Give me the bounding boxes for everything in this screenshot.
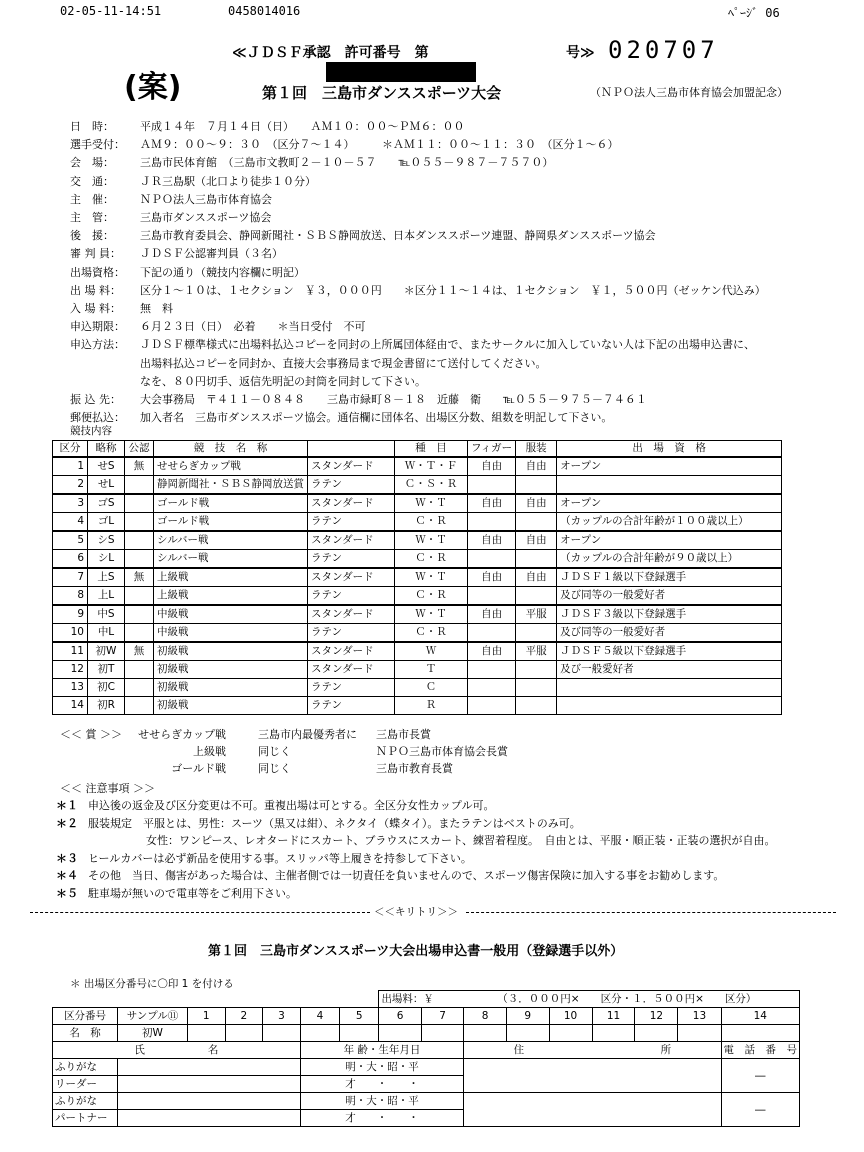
award-event: ゴールド戦 <box>171 762 226 775</box>
event-official <box>125 679 154 697</box>
event-row <box>53 568 782 587</box>
col-style <box>308 441 395 458</box>
event-figure: 自由 <box>468 531 516 550</box>
event-style: スタンダード <box>308 494 395 513</box>
event-style: スタンダード <box>308 457 395 476</box>
note-mark: ＊５ <box>56 886 78 900</box>
sample-value: 初W <box>118 1025 188 1042</box>
detail-value: 大会事務局 〒４１１－０８４８ 三島市緑町８－１８ 近藤 衛 ℡０５５－９７５－７４６１ <box>140 393 647 406</box>
cut-line-left <box>30 912 370 913</box>
event-dances: Ｗ・Ｔ <box>395 568 468 587</box>
event-division-no: 12 <box>53 661 88 679</box>
event-division-no: 5 <box>53 531 88 550</box>
events-header-row <box>53 441 782 458</box>
event-division-no: 14 <box>53 697 88 715</box>
event-title-note: （ＮＰＯ法人三島市体育協会加盟記念） <box>590 86 788 99</box>
event-division-no: 6 <box>53 550 88 569</box>
partner-furigana-label: ふりがな <box>53 1093 118 1110</box>
division-name-cell[interactable] <box>421 1025 463 1042</box>
division-number-cell[interactable]: 2 <box>225 1008 263 1025</box>
event-dances: Ｒ <box>395 697 468 715</box>
event-qualification: 及び一般愛好者 <box>557 661 782 679</box>
event-dances: Ｗ <box>395 642 468 661</box>
event-row <box>53 587 782 606</box>
form-fee-row <box>53 991 800 1008</box>
award-cond: 同じく <box>258 762 291 775</box>
partner-phone-input[interactable] <box>721 1093 800 1127</box>
event-qualification <box>557 476 782 495</box>
division-name-cell[interactable] <box>464 1025 507 1042</box>
division-name-cell[interactable] <box>678 1025 721 1042</box>
event-figure: 自由 <box>468 457 516 476</box>
form-title: 第１回 三島市ダンススポーツ大会出場申込書一般用（登録選手以外） <box>208 944 624 959</box>
event-dances: Ｃ <box>395 679 468 697</box>
detail-value: ＪＤＳＦ標準様式に出場料払込コピーを同封の上所属団体経由で、またサークルに加入していない人は下記の出場申込書に、 <box>140 338 756 352</box>
event-abbr: 初W <box>88 642 125 661</box>
division-number-cell[interactable]: 10 <box>549 1008 592 1025</box>
application-form-table <box>52 990 800 1127</box>
partner-address-input[interactable] <box>464 1093 721 1127</box>
note-text: 駐車場が無いので電車等をご利用下さい。 <box>88 886 297 900</box>
event-official: 無 <box>125 568 154 587</box>
col-age-birth: 年 齢・生年月日 <box>300 1042 464 1059</box>
detail-label: 日 時： <box>70 120 114 133</box>
award-prize: ＮＰＯ三島市体育協会長賞 <box>376 745 508 758</box>
event-style: ラテン <box>308 679 395 697</box>
event-figure <box>468 679 516 697</box>
division-name-cell[interactable] <box>549 1025 592 1042</box>
note-mark: ＊２ <box>56 816 78 830</box>
division-number-cell[interactable]: 6 <box>379 1008 421 1025</box>
partner-era[interactable]: 明・大・昭・平 <box>300 1093 464 1110</box>
detail-value: 無 料 <box>140 302 173 315</box>
leader-era[interactable]: 明・大・昭・平 <box>300 1059 464 1076</box>
event-style: ラテン <box>308 513 395 532</box>
note-text: 申込後の返金及び区分変更は不可。重複出場は可とする。全区分女性カップル可。 <box>88 799 495 812</box>
col-phone: 電 話 番 号 <box>721 1042 800 1059</box>
fee-label: 出場料：￥ <box>381 993 434 1005</box>
fee-formula: （３．０００円× 区分・１．５００円× 区分） <box>497 993 757 1005</box>
event-division-no: 7 <box>53 568 88 587</box>
division-name-cell[interactable] <box>379 1025 421 1042</box>
col-abbr: 略称 <box>88 441 125 458</box>
cut-line-label: ＜＜キリトリ＞＞ <box>374 906 458 918</box>
leader-furigana-input[interactable] <box>118 1059 301 1076</box>
event-dress <box>516 476 557 495</box>
detail-value: ＪＤＳＦ公認審判員（３名） <box>140 247 283 261</box>
detail-label: 入 場 料： <box>70 302 121 315</box>
event-abbr: 上L <box>88 587 125 606</box>
form-column-headers <box>53 1042 800 1059</box>
partner-furigana-row <box>53 1093 800 1110</box>
event-official <box>125 661 154 679</box>
event-figure: 自由 <box>468 568 516 587</box>
event-style: ラテン <box>308 587 395 606</box>
leader-furigana-row <box>53 1059 800 1076</box>
fax-number: 0458014016 <box>228 4 301 18</box>
col-dances: 種 目 <box>395 441 468 458</box>
detail-value: 区分１～１０は、１セクション ￥３，０００円 ＊区分１１～１４は、１セクション ￥１，５００円（ゼッケン代込み） <box>140 283 766 297</box>
detail-value: ＪＲ三島駅（北口より徒歩１０分） <box>140 174 316 188</box>
event-qualification: （カップルの合計年齢が９０歳以上） <box>557 550 782 569</box>
event-qualification <box>557 697 782 715</box>
event-style: スタンダード <box>308 531 395 550</box>
leader-age[interactable]: 才 ・ ・ <box>300 1076 464 1093</box>
col-event-name: 競 技 名 称 <box>154 441 308 458</box>
sample-label: サンプル⑪ <box>118 1008 188 1025</box>
col-address: 住 所 <box>464 1042 721 1059</box>
partner-furigana-input[interactable] <box>118 1093 301 1110</box>
col-person-name: 氏 名 <box>53 1042 301 1059</box>
event-dress: 平服 <box>516 605 557 624</box>
award-prize: 三島市長賞 <box>376 728 431 741</box>
event-dances: Ｃ・Ｒ <box>395 550 468 569</box>
event-abbr: 初R <box>88 697 125 715</box>
note-text: ヒールカバーは必ず新品を使用する事。スリッパ等上履きを持参して下さい。 <box>88 851 472 865</box>
detail-value: ＡＭ９：００～９：３０ （区分７～１４） ＊ＡＭ１１：００～１１：３０ （区分１～６） <box>140 138 619 152</box>
note-mark: ＊１ <box>56 799 78 812</box>
award-cond: 三島市内最優秀者に <box>258 728 357 741</box>
event-abbr: 中L <box>88 624 125 643</box>
event-division-no: 3 <box>53 494 88 513</box>
event-qualification <box>557 679 782 697</box>
division-name-cell[interactable] <box>506 1025 549 1042</box>
event-official <box>125 494 154 513</box>
event-row <box>53 531 782 550</box>
event-style: ラテン <box>308 550 395 569</box>
col-figure: フィガー <box>468 441 516 458</box>
event-figure <box>468 587 516 606</box>
leader-address-input[interactable] <box>464 1059 721 1093</box>
event-abbr: シL <box>88 550 125 569</box>
event-row <box>53 494 782 513</box>
event-official <box>125 697 154 715</box>
col-qualification: 出 場 資 格 <box>557 441 782 458</box>
event-style: スタンダード <box>308 661 395 679</box>
redacted-block <box>326 62 476 82</box>
event-figure: 自由 <box>468 494 516 513</box>
event-event-name: シルバー戦 <box>154 550 308 569</box>
award-cond: 同じく <box>258 745 291 758</box>
detail-label: 振 込 先： <box>70 393 121 406</box>
event-qualification: オープン <box>557 531 782 550</box>
detail-value: なを、８０円切手、返信先明記の封筒を同封して下さい。 <box>140 374 426 388</box>
event-figure <box>468 661 516 679</box>
division-number-cell[interactable]: 11 <box>592 1008 635 1025</box>
event-style: ラテン <box>308 624 395 643</box>
event-qualification: 及び同等の一般愛好者 <box>557 587 782 606</box>
leader-phone-input[interactable] <box>721 1059 800 1093</box>
event-event-name: 初級戦 <box>154 661 308 679</box>
division-number-cell[interactable]: 13 <box>678 1008 721 1025</box>
event-dances: Ｗ・Ｔ <box>395 531 468 550</box>
event-dress <box>516 679 557 697</box>
event-event-name: 初級戦 <box>154 679 308 697</box>
event-official <box>125 550 154 569</box>
event-style: ラテン <box>308 476 395 495</box>
leader-furigana-label: ふりがな <box>53 1059 118 1076</box>
event-division-no: 8 <box>53 587 88 606</box>
event-dress: 自由 <box>516 568 557 587</box>
award-prize: 三島市教育長賞 <box>376 762 453 775</box>
partner-phone-dash: ― <box>755 1103 766 1116</box>
partner-name-input[interactable] <box>118 1110 301 1127</box>
detail-value: ６月２３日（日） 必着 ＊当日受付 不可 <box>140 320 366 334</box>
event-style: スタンダード <box>308 642 395 661</box>
division-label: 区分番号 <box>53 1008 118 1025</box>
division-name-cell[interactable] <box>225 1025 263 1042</box>
event-event-name: ゴールド戦 <box>154 494 308 513</box>
event-event-name: 初級戦 <box>154 642 308 661</box>
event-figure <box>468 476 516 495</box>
event-row <box>53 605 782 624</box>
event-dress: 自由 <box>516 457 557 476</box>
division-number-cell[interactable]: 12 <box>635 1008 678 1025</box>
event-dances: Ｃ・Ｒ <box>395 587 468 606</box>
event-event-name: シルバー戦 <box>154 531 308 550</box>
division-name-cell[interactable] <box>300 1025 339 1042</box>
event-figure <box>468 513 516 532</box>
detail-label: 主 管： <box>70 211 114 224</box>
event-qualification: 及び同等の一般愛好者 <box>557 624 782 643</box>
event-dress <box>516 550 557 569</box>
event-dress: 自由 <box>516 531 557 550</box>
event-style: スタンダード <box>308 605 395 624</box>
event-dress <box>516 661 557 679</box>
event-abbr: 上S <box>88 568 125 587</box>
event-abbr: 初C <box>88 679 125 697</box>
event-dances: Ｗ・Ｔ <box>395 605 468 624</box>
detail-value: 加入者名 三島市ダンススポーツ協会。通信欄に団体名、出場区分数、組数を明記して下さい。 <box>140 411 613 425</box>
event-event-name: 中級戦 <box>154 624 308 643</box>
event-row <box>53 697 782 715</box>
event-abbr: ゴL <box>88 513 125 532</box>
approval-text: ≪ＪＤＳＦ承認 許可番号 第 <box>232 45 429 61</box>
leader-name-input[interactable] <box>118 1076 301 1093</box>
form-name-row <box>53 1025 800 1042</box>
event-figure <box>468 624 516 643</box>
event-qualification: オープン <box>557 494 782 513</box>
division-number-cell[interactable]: 3 <box>263 1008 301 1025</box>
form-division-row <box>53 1008 800 1025</box>
event-row <box>53 513 782 532</box>
event-division-no: 11 <box>53 642 88 661</box>
event-official <box>125 513 154 532</box>
division-name-cell[interactable] <box>187 1025 225 1042</box>
detail-value: 三島市ダンススポーツ協会 <box>140 211 272 224</box>
detail-value: 三島市民体育館 （三島市文教町２－１０－５７ ℡０５５－９８７－７５７０） <box>140 156 554 170</box>
approval-suffix: 号≫ <box>566 45 595 61</box>
event-event-name: 初級戦 <box>154 697 308 715</box>
event-event-name: 静岡新聞社・ＳＢＳ静岡放送賞 <box>154 476 308 495</box>
division-name-cell[interactable] <box>340 1025 379 1042</box>
detail-value: 三島市教育委員会、静岡新聞社・ＳＢＳ静岡放送、日本ダンススポーツ連盟、静岡県ダンススポーツ協会 <box>140 229 656 243</box>
event-row <box>53 476 782 495</box>
division-number-cell[interactable]: 7 <box>421 1008 463 1025</box>
note-text: 服装規定 平服とは、男性：スーツ（黒又は紺）、ネクタイ（蝶タイ）。またラテンはベストのみ可。 <box>88 816 581 830</box>
award-event: せせらぎカップ戦 <box>138 728 226 741</box>
division-number-cell[interactable]: 4 <box>300 1008 339 1025</box>
event-division-no: 10 <box>53 624 88 643</box>
event-dress <box>516 587 557 606</box>
division-number-cell[interactable]: 9 <box>506 1008 549 1025</box>
event-dances: Ｔ <box>395 661 468 679</box>
detail-label: 選手受付： <box>70 138 125 152</box>
event-event-name: 上級戦 <box>154 568 308 587</box>
event-dress: 自由 <box>516 494 557 513</box>
event-event-name: 上級戦 <box>154 587 308 606</box>
detail-label: 申込期限： <box>70 320 125 334</box>
detail-label: 出場資格： <box>70 265 125 279</box>
event-dress <box>516 513 557 532</box>
event-event-name: せせらぎカップ戦 <box>154 457 308 476</box>
note-text: その他 当日、傷害があった場合は、主催者側では一切責任を負いませんので、スポーツ傷害保険に加入する事をお勧めします。 <box>88 869 725 882</box>
event-event-name: 中級戦 <box>154 605 308 624</box>
event-abbr: 初T <box>88 661 125 679</box>
detail-value: 出場料払込コピーを同封か、直接大会事務局まで現金書留にて送付してください。 <box>140 356 547 370</box>
event-official <box>125 531 154 550</box>
event-abbr: 中S <box>88 605 125 624</box>
event-qualification: ＪＤＳＦ５級以下登録選手 <box>557 642 782 661</box>
event-dances: Ｗ・Ｔ・Ｆ <box>395 457 468 476</box>
event-event-name: ゴールド戦 <box>154 513 308 532</box>
fax-page: ﾍﾟｰｼﾞ 06 <box>728 6 780 20</box>
event-row <box>53 679 782 697</box>
division-number-cell[interactable]: 14 <box>721 1008 800 1025</box>
leader-label: リーダー <box>53 1076 118 1093</box>
col-dress: 服装 <box>516 441 557 458</box>
partner-age[interactable]: 才 ・ ・ <box>300 1110 464 1127</box>
draft-mark: (案) <box>124 70 182 105</box>
event-official: 無 <box>125 457 154 476</box>
award-event: 上級戦 <box>193 745 226 758</box>
division-name-cell[interactable] <box>721 1025 800 1042</box>
detail-label: 会 場： <box>70 156 114 170</box>
event-official <box>125 624 154 643</box>
leader-phone-dash: ― <box>755 1069 766 1082</box>
event-division-no: 1 <box>53 457 88 476</box>
event-official <box>125 605 154 624</box>
event-figure: 自由 <box>468 605 516 624</box>
col-official: 公認 <box>125 441 154 458</box>
form-instruction: ＊ 出場区分番号に〇印 1 を付ける <box>70 978 234 990</box>
detail-label: 主 催： <box>70 192 114 206</box>
event-official <box>125 587 154 606</box>
event-figure <box>468 550 516 569</box>
partner-label: パートナー <box>53 1110 118 1127</box>
detail-label: 後 援： <box>70 229 114 243</box>
event-division-no: 9 <box>53 605 88 624</box>
event-figure: 自由 <box>468 642 516 661</box>
event-dances: Ｃ・Ｒ <box>395 513 468 532</box>
cut-line-right <box>466 912 836 913</box>
event-style: スタンダード <box>308 568 395 587</box>
detail-label: 申込方法： <box>70 338 125 352</box>
division-number-cell[interactable]: 1 <box>187 1008 225 1025</box>
event-qualification: ＪＤＳＦ１級以下登録選手 <box>557 568 782 587</box>
approval-number: 020707 <box>608 36 719 64</box>
events-heading: 競技内容 <box>70 425 112 437</box>
note-mark: ＊４ <box>56 869 78 882</box>
detail-value: ＮＰＯ法人三島市体育協会 <box>140 192 272 206</box>
division-name-cell[interactable] <box>263 1025 301 1042</box>
detail-value: 下記の通り（競技内容欄に明記） <box>140 265 305 279</box>
event-official: 無 <box>125 642 154 661</box>
detail-value: 平成１４年 ７月１４日（日） ＡＭ１０：００～ＰＭ６：００ <box>140 120 465 133</box>
note-mark: ＊３ <box>56 851 78 865</box>
event-row <box>53 457 782 476</box>
division-number-cell[interactable]: 5 <box>340 1008 379 1025</box>
event-qualification: （カップルの合計年齢が１００歳以上） <box>557 513 782 532</box>
event-dances: Ｃ・Ｓ・Ｒ <box>395 476 468 495</box>
event-abbr: シS <box>88 531 125 550</box>
detail-label: 郵便払込： <box>70 411 125 425</box>
event-official <box>125 476 154 495</box>
note-text: 女性：ワンピース、レオタードにスカート、ブラウスにスカート、練習着程度。 自由とは、平服・順正装・正装の選択が自由。 <box>146 834 776 847</box>
event-row <box>53 661 782 679</box>
event-dress: 平服 <box>516 642 557 661</box>
division-name-cell[interactable] <box>635 1025 678 1042</box>
event-qualification: オープン <box>557 457 782 476</box>
event-abbr: せS <box>88 457 125 476</box>
event-row <box>53 642 782 661</box>
division-name-cell[interactable] <box>592 1025 635 1042</box>
division-number-cell[interactable]: 8 <box>464 1008 507 1025</box>
event-division-no: 13 <box>53 679 88 697</box>
fax-datetime: 02-05-11-14:51 <box>60 4 162 18</box>
event-dress <box>516 697 557 715</box>
awards-heading: ＜＜ 賞 ＞＞ <box>60 728 122 741</box>
event-abbr: せL <box>88 476 125 495</box>
event-row <box>53 624 782 643</box>
event-division-no: 2 <box>53 476 88 495</box>
event-dances: Ｗ・Ｔ <box>395 494 468 513</box>
event-qualification: ＪＤＳＦ３級以下登録選手 <box>557 605 782 624</box>
event-figure <box>468 697 516 715</box>
event-abbr: ゴS <box>88 494 125 513</box>
name-label: 名 称 <box>53 1025 118 1042</box>
detail-label: 交 通： <box>70 174 114 188</box>
event-style: ラテン <box>308 697 395 715</box>
events-table <box>52 440 782 715</box>
detail-label: 審 判 員： <box>70 247 121 261</box>
event-division-no: 4 <box>53 513 88 532</box>
event-row <box>53 550 782 569</box>
detail-label: 出 場 料： <box>70 283 121 297</box>
notes-heading: ＜＜ 注意事項 ＞＞ <box>60 782 155 795</box>
event-dress <box>516 624 557 643</box>
event-title: 第１回 三島市ダンススポーツ大会 <box>262 84 502 102</box>
event-dances: Ｃ・Ｒ <box>395 624 468 643</box>
col-division: 区分 <box>53 441 88 458</box>
